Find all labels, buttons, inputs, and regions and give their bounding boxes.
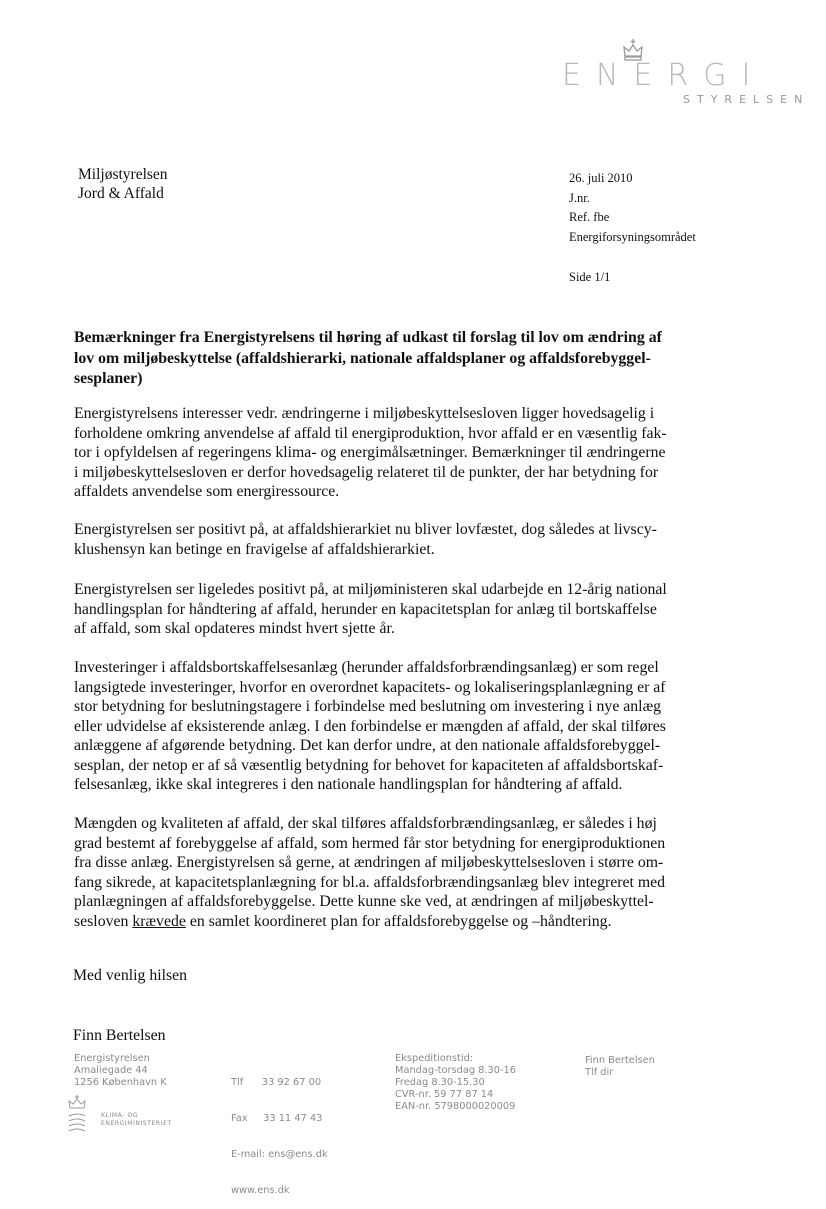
body-line: grad bestemt af forebyggelse af affald, som hermed får stor betydning for energiproduktionen (74, 834, 666, 852)
body-line: handlingsplan for håndtering af affald, herunder en kapacitetsplan for anlæg til bortskaffelse (74, 600, 657, 618)
body-line: planlægningen af affaldsforebyggelse. Dette kunne ske ved, at ændringen af miljøbeskyttel- (74, 893, 654, 910)
body-line: tor i opfyldelsen af regeringens klima- og energimålsætninger. Bemærkninger til ændringerne (74, 444, 666, 461)
journal-number: J.nr. (569, 191, 590, 205)
footer-signatory (585, 1055, 655, 1079)
body-line: Energistyrelsen ser ligeledes positivt på, at miljøministeren skal udarbejde en 12-årig national (74, 581, 667, 598)
footer-line: Tlf dir (585, 1067, 614, 1078)
department-area: Energiforsyningsområdet (569, 230, 696, 244)
body-line: fra disse anlæg. Energistyrelsen så gerne, at ændringen af miljøbeskyttelsesloven i større om- (74, 854, 664, 871)
body-paragraph-1 (74, 404, 714, 502)
body-paragraph-2 (74, 520, 714, 559)
body-paragraph-4 (74, 658, 714, 795)
footer-line: Tlf 33 92 67 00 (231, 1077, 322, 1088)
body-line: Mængden og kvaliteten af affald, der skal tilføres affaldsforbrændingsanlæg, er således i høj (74, 815, 657, 832)
footer-line: Fredag 8.30-15.30 (395, 1077, 485, 1088)
footer-line: Finn Bertelsen (585, 1055, 655, 1066)
ministry-name (101, 1112, 172, 1128)
footer-line: E-mail: ens@ens.dk (231, 1149, 328, 1160)
body-line: forholdene omkring anvendelse af affald til energiproduktion, hvor affald er en væsentlig fak- (74, 424, 667, 442)
body-line: Energistyrelsens interesser vedr. ændringerne i miljøbeskyttelsesloven ligger hovedsagelig i (74, 405, 655, 422)
body-line: langsigtede investeringer, hvorfor en overordnet kapacitets- og lokaliseringsplanlægning er af (74, 678, 666, 696)
body-line: Energistyrelsen ser positivt på, at affaldshierarkiet nu bliver lovfæstet, dog således at livscy- (74, 521, 657, 538)
text-after-underline: en samlet koordineret plan for affaldsforebyggelse og –håndtering. (185, 912, 612, 930)
underlined-word: krævede (132, 912, 186, 930)
footer-line: Amaliegade 44 (74, 1065, 148, 1076)
footer-line: 1256 København K (74, 1077, 167, 1088)
body-line: stor betydning for beslutningstagere i forbindelse med beslutning om investering i nye anlæg (74, 698, 662, 715)
body-line: sesplan, der netop er af så væsentlig betydning for behovet for kapaciteten af affaldsbortskaf- (74, 756, 664, 774)
footer-line: www.ens.dk (231, 1185, 290, 1196)
recipient-name: Miljøstyrelsen (78, 166, 168, 183)
body-paragraph-3 (74, 580, 714, 639)
text-before-underline: sesloven (74, 912, 133, 930)
logo-wordmark: ENERGI (562, 58, 766, 93)
body-line: affaldets anvendelse som energiressource. (74, 483, 340, 500)
heading-line: sesplaner) (74, 370, 143, 387)
page-indicator: Side 1/1 (569, 270, 611, 284)
body-line: fang sikrede, at kapacitetsplanlægning for bl.a. affaldsforbrændingsanlæg blev integreret med (74, 873, 666, 891)
closing-greeting: Med venlig hilsen (73, 967, 188, 984)
footer-line: Energistyrelsen (74, 1053, 150, 1064)
body-line: Investeringer i affaldsbortskaffelsesanlæg (herunder affaldsforbrændingsanlæg) er som regel (74, 659, 659, 676)
logo-subtitle: STYRELSEN (683, 93, 810, 106)
body-line-last (74, 912, 714, 932)
footer-contact (231, 1053, 328, 1209)
footer-line: CVR-nr. 59 77 87 14 (395, 1089, 494, 1100)
ministry-line: ENERGIMINISTERIET (101, 1120, 172, 1127)
letter-date: 26. juli 2010 (569, 171, 633, 185)
body-line: felsesanlæg, ikke skal integreres i den nationale handlingsplan for håndtering af affald. (74, 776, 623, 793)
signatory-name: Finn Bertelsen (73, 1027, 166, 1044)
heading-line: Bemærkninger fra Energistyrelsens til høring af udkast til forslag til lov om ændring af (74, 329, 662, 346)
footer-line: Mandag-torsdag 8.30-16 (395, 1065, 516, 1076)
footer-line: Fax 33 11 47 43 (231, 1113, 323, 1124)
body-line: klushensyn kan betinge en fravigelse af affaldshierarkiet. (74, 540, 435, 558)
footer-line: Ekspeditionstid: (395, 1053, 474, 1064)
recipient-department: Jord & Affald (78, 185, 164, 202)
footer-office-hours (395, 1053, 516, 1113)
ministry-line: KLIMA- OG (101, 1112, 139, 1119)
body-line: af affald, som skal opdateres mindst hvert sjette år. (74, 620, 395, 637)
body-line: anlæggene af afgørende betydning. Det kan derfor undre, at den nationale affaldsforebyggel- (74, 737, 661, 754)
heading-line: lov om miljøbeskyttelse (affaldshierarki, nationale affaldsplaner og affaldsforebyggel- (74, 349, 651, 367)
footer-address (74, 1053, 167, 1089)
footer-line: EAN-nr. 5798000020009 (395, 1101, 516, 1112)
letter-heading (74, 328, 714, 390)
reference: Ref. fbe (569, 210, 610, 224)
body-line: eller udvidelse af eksisterende anlæg. I den forbindelse er mængden af affald, der skal tilføres (74, 717, 666, 735)
body-line: i miljøbeskyttelsesloven er derfor hovedsagelig relateret til de punkter, der har betydning for (74, 463, 659, 481)
ministry-emblem-icon (66, 1094, 88, 1138)
body-paragraph-5 (74, 814, 714, 931)
